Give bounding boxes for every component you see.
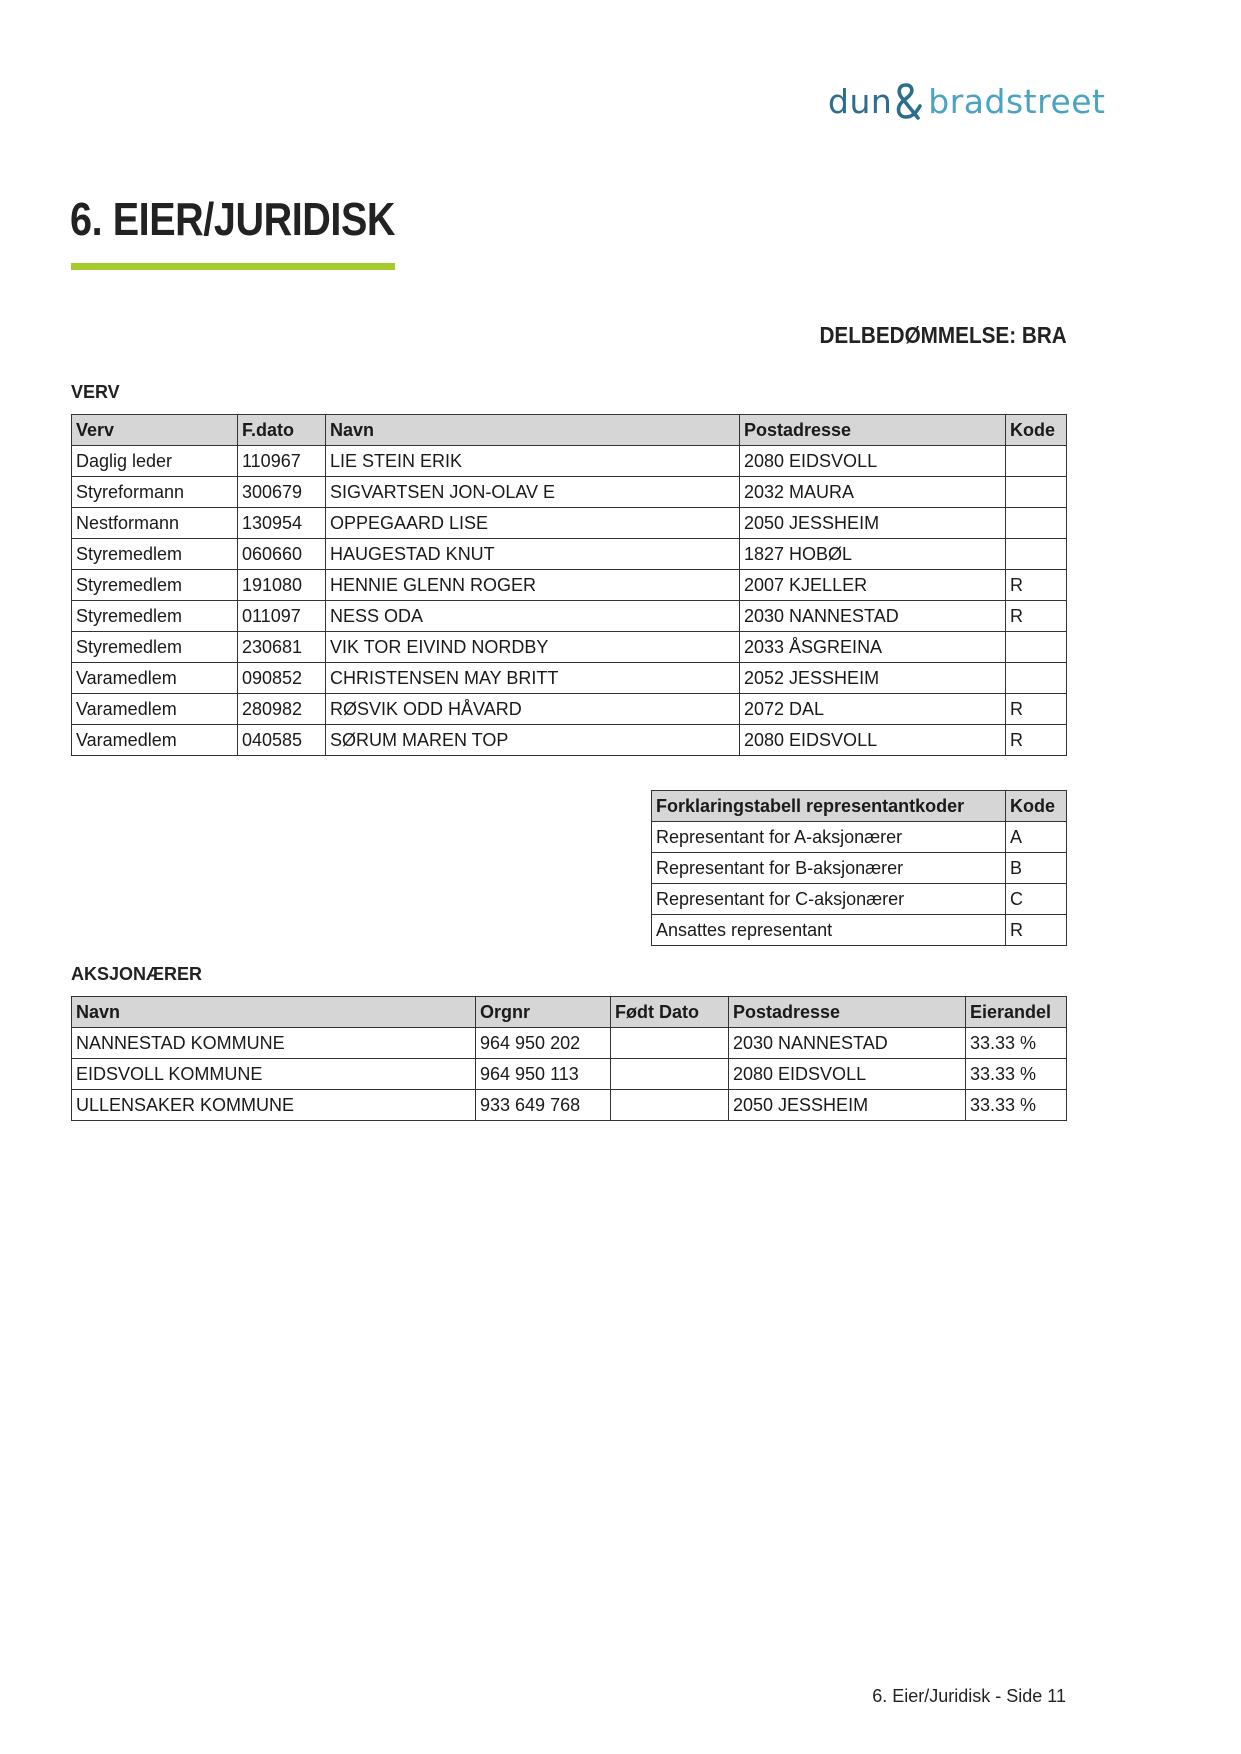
kode-cell bbox=[1006, 477, 1067, 508]
postadresse-cell: 2080 EIDSVOLL bbox=[729, 1059, 966, 1090]
aksjonaerer-table bbox=[71, 996, 1067, 1121]
table-row bbox=[72, 508, 1067, 539]
navn-cell: OPPEGAARD LISE bbox=[326, 508, 740, 539]
fodt-dato-cell bbox=[611, 1028, 729, 1059]
logo-text-bradstreet: bradstreet bbox=[928, 81, 1106, 121]
fdato-cell: 280982 bbox=[238, 694, 326, 725]
navn-cell: CHRISTENSEN MAY BRITT bbox=[326, 663, 740, 694]
table-row bbox=[72, 601, 1067, 632]
kode-cell bbox=[1006, 632, 1067, 663]
verv-cell: Styremedlem bbox=[72, 632, 238, 663]
postadresse-cell: 2072 DAL bbox=[740, 694, 1006, 725]
navn-cell: HAUGESTAD KNUT bbox=[326, 539, 740, 570]
eierandel-cell: 33.33 % bbox=[966, 1028, 1067, 1059]
postadresse-cell: 2030 NANNESTAD bbox=[740, 601, 1006, 632]
aksjonaerer-section-label: AKSJONÆRER bbox=[71, 964, 203, 984]
fdato-cell: 040585 bbox=[238, 725, 326, 756]
postadresse-cell: 2007 KJELLER bbox=[740, 570, 1006, 601]
legend-code-cell: A bbox=[1006, 822, 1067, 853]
legend-header-row bbox=[652, 791, 1067, 822]
aksjonaerer-col-header: Postadresse bbox=[729, 997, 966, 1028]
verv-cell: Nestformann bbox=[72, 508, 238, 539]
verv-table bbox=[71, 414, 1067, 756]
verv-col-header: Navn bbox=[326, 415, 740, 446]
eierandel-cell: 33.33 % bbox=[966, 1090, 1067, 1121]
navn-cell: NESS ODA bbox=[326, 601, 740, 632]
aksjonaerer-col-header: Eierandel bbox=[966, 997, 1067, 1028]
verv-cell: Styreformann bbox=[72, 477, 238, 508]
legend-description-cell: Ansattes representant bbox=[652, 915, 1006, 946]
kode-cell bbox=[1006, 446, 1067, 477]
fodt-dato-cell bbox=[611, 1090, 729, 1121]
kode-cell bbox=[1006, 539, 1067, 570]
table-row bbox=[72, 725, 1067, 756]
verv-cell: Varamedlem bbox=[72, 694, 238, 725]
aksjonaerer-header-row bbox=[72, 997, 1067, 1028]
representative-codes-legend-table bbox=[651, 790, 1067, 946]
table-row bbox=[72, 1090, 1067, 1121]
fdato-cell: 300679 bbox=[238, 477, 326, 508]
navn-cell: ULLENSAKER KOMMUNE bbox=[72, 1090, 476, 1121]
verv-cell: Styremedlem bbox=[72, 570, 238, 601]
aksjonaerer-col-header: Navn bbox=[72, 997, 476, 1028]
fdato-cell: 191080 bbox=[238, 570, 326, 601]
aksjonaerer-col-header: Orgnr bbox=[476, 997, 611, 1028]
table-row bbox=[652, 853, 1067, 884]
verv-cell: Daglig leder bbox=[72, 446, 238, 477]
table-row bbox=[72, 1028, 1067, 1059]
eierandel-cell: 33.33 % bbox=[966, 1059, 1067, 1090]
postadresse-cell: 2030 NANNESTAD bbox=[729, 1028, 966, 1059]
postadresse-cell: 2050 JESSHEIM bbox=[729, 1090, 966, 1121]
postadresse-cell: 2080 EIDSVOLL bbox=[740, 446, 1006, 477]
fodt-dato-cell bbox=[611, 1059, 729, 1090]
table-row bbox=[72, 539, 1067, 570]
legend-code-cell: R bbox=[1006, 915, 1067, 946]
logo-text-dun: dun bbox=[828, 81, 893, 121]
table-row bbox=[72, 663, 1067, 694]
navn-cell: SØRUM MAREN TOP bbox=[326, 725, 740, 756]
table-row bbox=[72, 477, 1067, 508]
ampersand-icon bbox=[893, 81, 927, 121]
verv-col-header: F.dato bbox=[238, 415, 326, 446]
legend-description-cell: Representant for A-aksjonærer bbox=[652, 822, 1006, 853]
table-row bbox=[72, 1059, 1067, 1090]
verv-cell: Styremedlem bbox=[72, 601, 238, 632]
page-title: 6. EIER/JURIDISK bbox=[70, 193, 396, 245]
legend-description-cell: Representant for B-aksjonærer bbox=[652, 853, 1006, 884]
postadresse-cell: 2032 MAURA bbox=[740, 477, 1006, 508]
verv-col-header: Kode bbox=[1006, 415, 1067, 446]
table-row bbox=[72, 446, 1067, 477]
verv-section-label: VERV bbox=[71, 382, 120, 402]
fdato-cell: 110967 bbox=[238, 446, 326, 477]
fdato-cell: 090852 bbox=[238, 663, 326, 694]
rating-heading: DELBEDØMMELSE: BRA bbox=[819, 322, 1067, 348]
kode-cell bbox=[1006, 663, 1067, 694]
navn-cell: SIGVARTSEN JON-OLAV E bbox=[326, 477, 740, 508]
navn-cell: EIDSVOLL KOMMUNE bbox=[72, 1059, 476, 1090]
table-row bbox=[652, 915, 1067, 946]
navn-cell: VIK TOR EIVIND NORDBY bbox=[326, 632, 740, 663]
postadresse-cell: 2080 EIDSVOLL bbox=[740, 725, 1006, 756]
navn-cell: HENNIE GLENN ROGER bbox=[326, 570, 740, 601]
kode-cell: R bbox=[1006, 725, 1067, 756]
page-footer: 6. Eier/Juridisk - Side 11 bbox=[872, 1686, 1066, 1706]
postadresse-cell: 2050 JESSHEIM bbox=[740, 508, 1006, 539]
verv-cell: Varamedlem bbox=[72, 725, 238, 756]
verv-cell: Varamedlem bbox=[72, 663, 238, 694]
fdato-cell: 060660 bbox=[238, 539, 326, 570]
kode-cell bbox=[1006, 508, 1067, 539]
title-underline bbox=[71, 263, 395, 270]
fdato-cell: 130954 bbox=[238, 508, 326, 539]
table-row bbox=[652, 884, 1067, 915]
verv-cell: Styremedlem bbox=[72, 539, 238, 570]
postadresse-cell: 2052 JESSHEIM bbox=[740, 663, 1006, 694]
orgnr-cell: 964 950 202 bbox=[476, 1028, 611, 1059]
fdato-cell: 011097 bbox=[238, 601, 326, 632]
orgnr-cell: 933 649 768 bbox=[476, 1090, 611, 1121]
fdato-cell: 230681 bbox=[238, 632, 326, 663]
navn-cell: NANNESTAD KOMMUNE bbox=[72, 1028, 476, 1059]
legend-code-cell: B bbox=[1006, 853, 1067, 884]
legend-col-header: Kode bbox=[1006, 791, 1067, 822]
legend-description-cell: Representant for C-aksjonærer bbox=[652, 884, 1006, 915]
table-row bbox=[72, 570, 1067, 601]
kode-cell: R bbox=[1006, 570, 1067, 601]
navn-cell: LIE STEIN ERIK bbox=[326, 446, 740, 477]
table-row bbox=[72, 632, 1067, 663]
postadresse-cell: 2033 ÅSGREINA bbox=[740, 632, 1006, 663]
verv-col-header: Postadresse bbox=[740, 415, 1006, 446]
navn-cell: RØSVIK ODD HÅVARD bbox=[326, 694, 740, 725]
aksjonaerer-col-header: Født Dato bbox=[611, 997, 729, 1028]
kode-cell: R bbox=[1006, 601, 1067, 632]
verv-col-header: Verv bbox=[72, 415, 238, 446]
legend-col-header: Forklaringstabell representantkoder bbox=[652, 791, 1006, 822]
postadresse-cell: 1827 HOBØL bbox=[740, 539, 1006, 570]
legend-code-cell: C bbox=[1006, 884, 1067, 915]
dun-bradstreet-logo bbox=[828, 78, 1105, 124]
table-row bbox=[72, 694, 1067, 725]
verv-header-row bbox=[72, 415, 1067, 446]
table-row bbox=[652, 822, 1067, 853]
kode-cell: R bbox=[1006, 694, 1067, 725]
orgnr-cell: 964 950 113 bbox=[476, 1059, 611, 1090]
